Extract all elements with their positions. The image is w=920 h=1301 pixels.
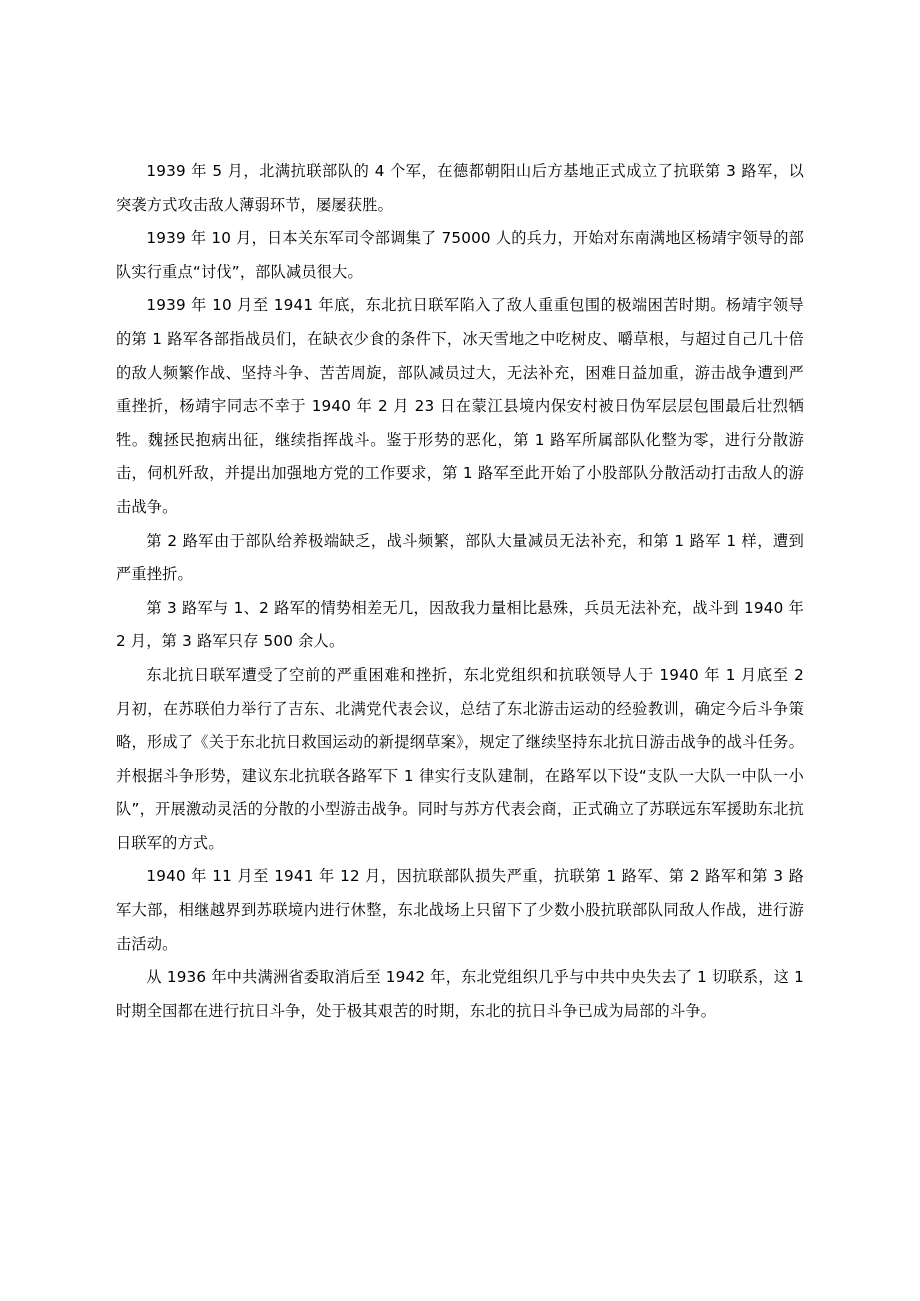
- paragraph: 1939 年 10 月，日本关东军司令部调集了 75000 人的兵力，开始对东南满地区杨靖宇领导的部队实行重点“讨伐”，部队减员很大。: [116, 229, 804, 281]
- paragraph: 从 1936 年中共满洲省委取消后至 1942 年，东北党组织几乎与中共中央失去了 1 切联系，这 1 时期全国都在进行抗日斗争，处于极其艰苦的时期，东北的抗日斗争已成为局部的斗争。: [116, 968, 804, 1020]
- paragraph: 东北抗日联军遭受了空前的严重困难和挫折，东北党组织和抗联领导人于 1940 年 1 月底至 2 月初，在苏联伯力举行了吉东、北满党代表会议，总结了东北游击运动的经验教训，确定今后斗争策略，形成了《关于东北抗日救国运动的新提纲草案》，规定了继续坚持东北抗日游击战争的战斗任务。并根据斗争形势，建议东北抗联各路军下 1 律实行支队建制，在路军以下设“支队一大队一中队一小队”，开展激动灵活的分散的小型游击战争。同时与苏方代表会商，正式确立了苏联远东军援助东北抗日联军的方式。: [116, 665, 804, 852]
- paragraph: 1939 年 10 月至 1941 年底，东北抗日联军陷入了敌人重重包围的极端困苦时期。杨靖宇领导的第 1 路军各部指战员们，在缺衣少食的条件下，冰天雪地之中吃树皮、嚼草根，与超过自己几十倍的敌人频繁作战、坚持斗争、苦苦周旋，部队减员过大，无法补充，困难日益加重，游击战争遭到严重挫折，杨靖宇同志不幸于 1940 年 2 月 23 日在蒙江县境内保安村被日伪军层层包围最后壮烈牺牲。魏拯民抱病出征，继续指挥战斗。鉴于形势的恶化，第 1 路军所属部队化整为零，进行分散游击，伺机歼敌，并提出加强地方党的工作要求，第 1 路军至此开始了小股部队分散活动打击敌人的游击战争。: [116, 296, 804, 516]
- paragraph: 1940 年 11 月至 1941 年 12 月，因抗联部队损失严重，抗联第 1 路军、第 2 路军和第 3 路军大部，相继越界到苏联境内进行休整，东北战场上只留下了少数小股抗联部队同敌人作战，进行游击活动。: [116, 867, 804, 953]
- paragraph: 1939 年 5 月，北满抗联部队的 4 个军，在德都朝阳山后方基地正式成立了抗联第 3 路军，以突袭方式攻击敌人薄弱环节，屡屡获胜。: [116, 162, 804, 214]
- document-body: [116, 155, 804, 1028]
- paragraph: 第 3 路军与 1、2 路军的情势相差无几，因敌我力量相比悬殊，兵员无法补充，战斗到 1940 年 2 月，第 3 路军只存 500 余人。: [116, 598, 804, 651]
- paragraph: 第 2 路军由于部队给养极端缺乏，战斗频繁，部队大量减员无法补充，和第 1 路军 1 样，遭到严重挫折。: [116, 531, 804, 584]
